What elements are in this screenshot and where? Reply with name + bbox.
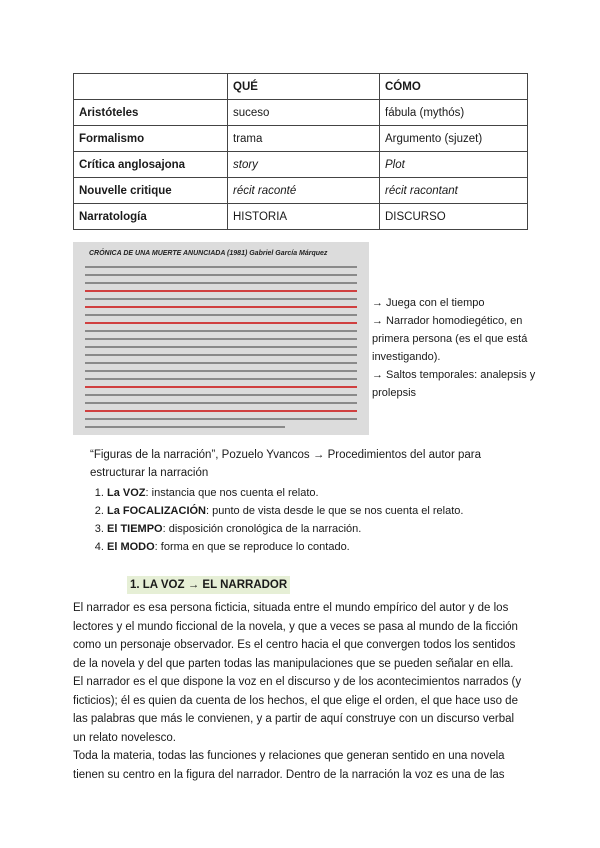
note-item: → Juega con el tiempo [372, 297, 485, 309]
row-name: Crítica anglosajona [74, 152, 228, 178]
part-desc: : punto de vista desde le que se nos cuenta el relato. [206, 505, 464, 517]
excerpt-text-line [85, 338, 357, 340]
header-cell-como: CÓMO [380, 74, 528, 100]
excerpt-title: CRÓNICA DE UNA MUERTE ANUNCIADA (1981) Gabriel García Márquez [89, 250, 328, 257]
pozuelo-reference: “Figuras de la narración”, Pozuelo Yvancos → Procedimientos del autor para estructurar la narración [90, 449, 481, 479]
comparison-table [73, 73, 528, 230]
row-name: Formalismo [74, 126, 228, 152]
narration-parts-list [73, 484, 547, 556]
row-que: récit raconté [228, 178, 380, 204]
excerpt-text-line [85, 306, 357, 308]
excerpt-text-line [85, 274, 357, 276]
note-item: → Narrador homodiegético, en primera persona (es el que está investigando). [372, 315, 528, 363]
row-como: récit racontant [380, 178, 528, 204]
excerpt-text-line [85, 266, 357, 268]
table-row [74, 178, 528, 204]
excerpt-text-line [85, 394, 357, 396]
part-desc: : forma en que se reproduce lo contado. [154, 541, 350, 553]
part-term: La VOZ [107, 487, 146, 499]
excerpt-text-line [85, 322, 357, 324]
excerpt-text-line [85, 402, 357, 404]
excerpt-text-line [85, 378, 357, 380]
excerpt-text-line [85, 346, 357, 348]
part-term: El TIEMPO [107, 523, 163, 535]
row-como: Plot [380, 152, 528, 178]
table-row [74, 204, 528, 230]
part-term: La FOCALIZACIÓN [107, 505, 206, 517]
row-que: trama [228, 126, 380, 152]
table-row [74, 152, 528, 178]
excerpt-text-line [85, 290, 357, 292]
excerpt-text-line [85, 426, 285, 428]
excerpt-text-line [85, 370, 357, 372]
row-que: story [228, 152, 380, 178]
row-como: fábula (mythós) [380, 100, 528, 126]
header-cell-empty [74, 74, 228, 100]
row-como: DISCURSO [380, 204, 528, 230]
excerpt-text-line [85, 410, 357, 412]
note-item: → Saltos temporales: analepsis y prolepsis [372, 369, 536, 399]
table-header-row [74, 74, 528, 100]
list-item [107, 502, 547, 520]
paragraph: El narrador es esa persona ficticia, situada entre el mundo empírico del autor y de los lectores y el mundo ficcional de la novela, y que a veces se pasa al mundo de la ficción como un personaje observador. Es el centro hacia el que convergen todos los sentidos de la novela y del que parten todas las manipulaciones que se pueden señalar en ella. El narrador es el que dispone la voz en el discurso y de los acontecimientos narrados (y ficticios); él es quien da cuenta de los hechos, el que elige el orden, el que hace uso de las palabras que más le convienen, y a partir de aquí construye con un discurso verbal un relato novelesco. [73, 602, 522, 744]
paragraph: Toda la materia, todas las funciones y relaciones que generan sentido en una novela tienen su centro en la figura del narrador. Dentro de la narración la voz es una de las [73, 750, 505, 781]
part-desc: : instancia que nos cuenta el relato. [145, 487, 319, 499]
table-row [74, 126, 528, 152]
excerpt-text-line [85, 330, 357, 332]
list-item [107, 484, 547, 502]
excerpt-text-line [85, 418, 357, 420]
row-como: Argumento (sjuzet) [380, 126, 528, 152]
excerpt-text-line [85, 362, 357, 364]
row-name: Narratología [74, 204, 228, 230]
excerpt-notes [372, 294, 537, 402]
excerpt-text-line [85, 354, 357, 356]
row-que: HISTORIA [228, 204, 380, 230]
excerpt-text-line [85, 314, 357, 316]
excerpt-text-line [85, 282, 357, 284]
list-item [107, 538, 547, 556]
body-text [73, 599, 525, 784]
excerpt-text-line [85, 298, 357, 300]
row-que: suceso [228, 100, 380, 126]
part-term: El MODO [107, 541, 155, 553]
part-desc: : disposición cronológica de la narración. [162, 523, 362, 535]
row-name: Aristóteles [74, 100, 228, 126]
novel-excerpt-image [73, 242, 369, 435]
excerpt-text-line [85, 386, 357, 388]
list-item [107, 520, 547, 538]
header-cell-que: QUÉ [228, 74, 380, 100]
section-heading: 1. LA VOZ → EL NARRADOR [127, 576, 290, 594]
table-row [74, 100, 528, 126]
row-name: Nouvelle critique [74, 178, 228, 204]
